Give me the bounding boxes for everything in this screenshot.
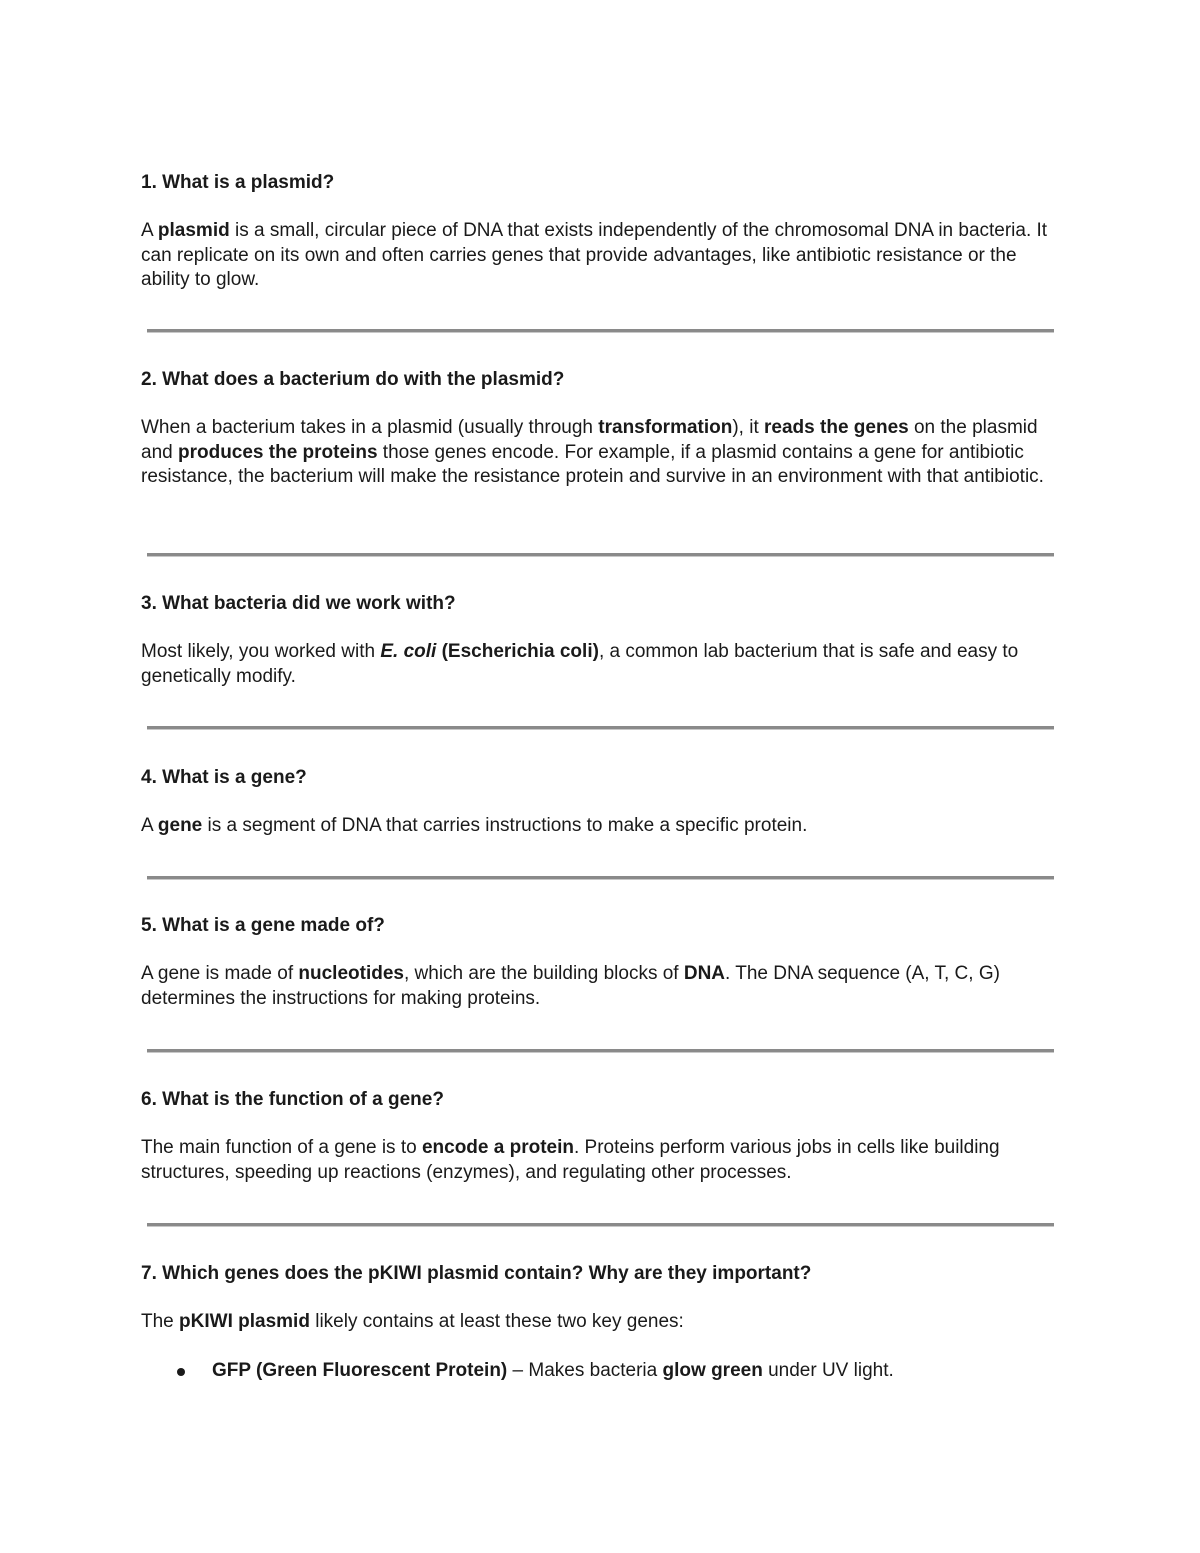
question-title: 3. What bacteria did we work with? (141, 593, 456, 614)
question-5 (141, 914, 1061, 1011)
answer-text: Most likely, you worked with E. coli (Escherichia coli), a common lab bacterium that is safe and easy to genetically modify. (141, 641, 1019, 687)
divider (147, 553, 1054, 557)
answer-text: The main function of a gene is to encode a protein. Proteins perform various jobs in cells like building structures, speeding up reactions (enzymes), and regulating other processes. (141, 1137, 1000, 1183)
question-title: 5. What is a gene made of? (141, 915, 385, 936)
divider (147, 726, 1054, 730)
question-title: 2. What does a bacterium do with the plasmid? (141, 369, 565, 390)
answer-text: When a bacterium takes in a plasmid (usually through transformation), it reads the genes on the plasmid and produces the proteins those genes encode. For example, if a plasmid contains a gene for antibiotic resistance, the bacterium will make the resistance protein and survive in an environment with that antibiotic. (141, 417, 1044, 487)
answer-text: A gene is made of nucleotides, which are the building blocks of DNA. The DNA sequence (A, T, C, G) determines the instructions for making proteins. (141, 963, 1000, 1009)
divider (147, 1049, 1054, 1053)
gene-list (141, 1359, 1061, 1383)
divider (147, 329, 1054, 333)
question-1 (141, 171, 1061, 293)
answer-text: A plasmid is a small, circular piece of DNA that exists independently of the chromosomal DNA in bacteria. It can replicate on its own and often carries genes that provide advantages, like antibiotic resistance or the ability to glow. (141, 220, 1048, 290)
question-title: 7. Which genes does the pKIWI plasmid contain? Why are they important? (141, 1263, 812, 1284)
question-title: 1. What is a plasmid? (141, 172, 335, 193)
answer-text: The pKIWI plasmid likely contains at least these two key genes: (141, 1311, 684, 1332)
divider (147, 1223, 1054, 1227)
list-item (141, 1359, 1061, 1383)
question-3 (141, 592, 1061, 689)
divider (147, 876, 1054, 880)
question-title: 6. What is the function of a gene? (141, 1089, 444, 1110)
question-7 (141, 1262, 1061, 1383)
question-title: 4. What is a gene? (141, 767, 307, 788)
question-4 (141, 766, 1061, 839)
question-6 (141, 1088, 1061, 1185)
list-item-text: GFP (Green Fluorescent Protein) – Makes bacteria glow green under UV light. (212, 1359, 894, 1381)
question-2 (141, 368, 1061, 490)
answer-text: A gene is a segment of DNA that carries instructions to make a specific protein. (141, 815, 808, 836)
bullet-icon (177, 1368, 185, 1376)
